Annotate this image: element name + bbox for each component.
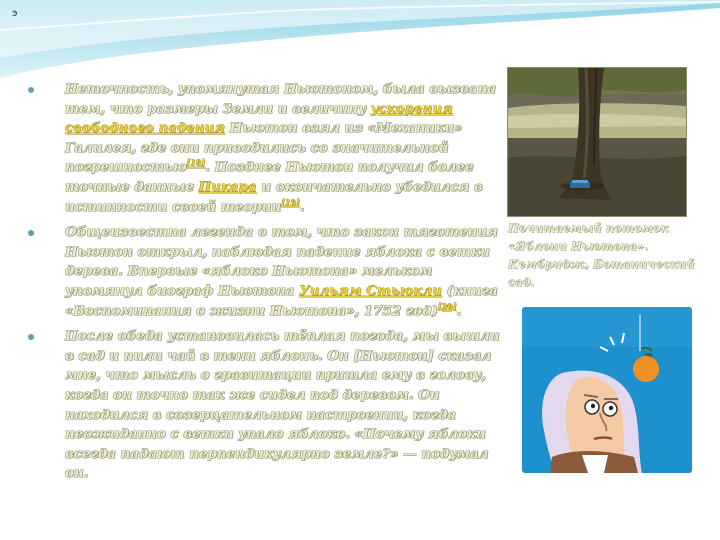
link-picard[interactable]: Пикара [198,178,257,195]
bullet-icon [28,334,34,340]
bullet-icon [28,87,34,93]
footnote-ref-18[interactable]: [18] [186,157,206,168]
photo-caption: Почитаемый потомок «Яблони Ньютона». Кембридж, Ботанический сад. [508,221,695,289]
bullet-text: . Позднее Ньютон получил более точные данные [65,159,474,195]
newton-apple-cartoon [522,307,692,473]
bullet-text: . [299,198,305,215]
bullet-item-apple-legend [28,223,510,321]
bullet-icon [28,230,34,236]
bullet-text: и окончательно убедился в истинности своей теории [65,178,483,215]
bullet-item-inaccuracy [28,80,510,217]
link-free-fall-acceleration[interactable]: ускорения свободного падения [65,100,453,137]
bullet-list [28,80,510,490]
link-william-stukeley[interactable]: Уильям Стьюкли [299,282,443,299]
bullet-text: Ньютон взял из «Механики» Галилея, где они приводились со значительной погрешностью [65,120,463,176]
bullet-text: . [456,302,462,319]
footnote-ref-20[interactable]: [20] [437,301,457,312]
footnote-ref-19[interactable]: [19] [281,197,300,208]
corner-mark: э [12,8,18,19]
bullet-item-quote [28,327,510,484]
bullet-text: Общеизвестна легенда о том, что закон тяготения Ньютон открыл, наблюдая падение яблока с ветки дерева. Впервые «яблоко Ньютона» мельком упомянул биограф Ньютона [65,224,498,299]
bullet-text: Неточность, упомянутая Ньютоном, была вызвана тем, что размеры Земли и величину [65,81,497,117]
bullet-text: После обеда установилась тёплая погода, мы вышли в сад и пили чай в тени яблонь. Он [Ньютон] сказал мне, что мысль о гравитации пришла ему в голову, когда он точно так же сидел под деревом. Он находился в созерцательном настроении, когда неожиданно с ветки упало яблоко. «Почему яблоки всегда падают перпендикулярно земле?» — подумал он. [65,328,500,482]
apple-tree-photo [507,67,687,217]
bullet-text: (книга «Воспоминания о жизни Ньютона», 1752 год) [65,282,498,319]
